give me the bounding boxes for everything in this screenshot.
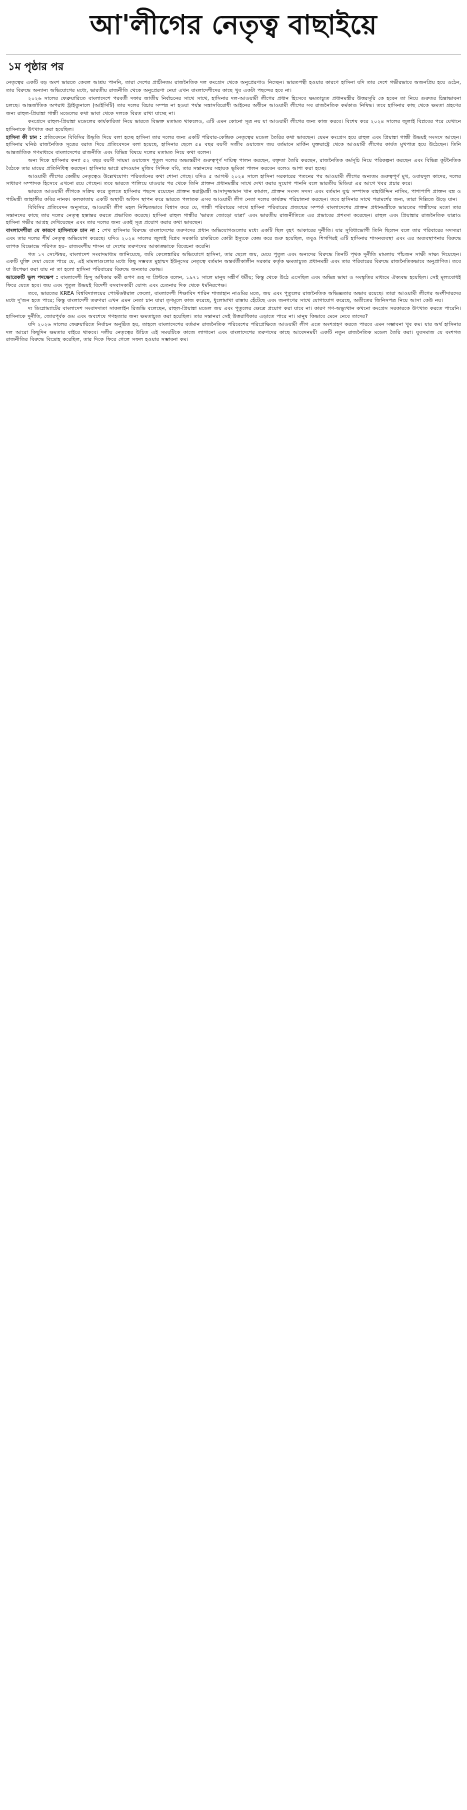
paragraph-8 (6, 205, 461, 228)
paragraph-text: ভারতে আওয়ামী লীগকে সক্রিয় করে তুলতে হাসিনার পছন্দে রয়েছেন প্রাক্তন স্বরাষ্ট্রমন্ত্রী আসাদুজ্জামান খান কামাল, প্রাক্তন সংসদ সদস্য এবং বর্তমান যুগ্ম সম্পাদক বাহাউদ্দিন নাসিম, পাশাপাশি প্রাক্তন বস্ত্র ও পাটমন্ত্রী জাহাঙ্গীর কবির নানক। কলকাতায় একটি অস্থায়ী অফিস স্থাপন করে ভারতে পলাতক এসব আওয়ামী লীগ নেতা দলের কার্যক্রম পরিচালনা করছেন। তবে হাসিনার সাথে পরামর্শের জন্য, তারা দিল্লিতে উড়ে যান। (6, 189, 461, 203)
paragraph-text: যদি ২০২৬ সালের ফেব্রুয়ারিতে নির্বাচন অনুষ্ঠিত হয়, তাহলে বাংলাদেশের বর্তমান রাজনৈতিক পরিবেশের পরিপ্রেক্ষিতে আওয়ামী লীগ এতে অংশগ্রহণ করতে পারবে এমন সম্ভাবনা খুব কম। যার অর্থ হাসিনার দল আরো কিছুদিন ক্ষমতার বাইরে থাকবে। দলীয় নেতৃত্বের উচিত এই সময়টিকে কাজে লাগানো এবং বাংলাদেশের তরুণদের কাছে আবেদনময়ী একটি নতুন রাজনৈতিক মডেল তৈরি করা। যুবসমাজ যে বংশগত রাজনীতির বিরুদ্ধে বিদ্রোহ করেছিল, তার দিকে ফিরে গেলে সফল হওয়ার সম্ভাবনা কম। (6, 321, 461, 344)
paragraph-5 (6, 158, 461, 174)
paragraph-text: দ্য ডিপ্লোম্যাটের বাংলাদেশ সংবাদদাতা সাকলাইন রিজভি বলেছেন, রাহুল-প্রিয়াঙ্কা মডেল জয় এবং পুতুলের ক্ষেত্রে প্রয়োগ করা যাবে না। কারণ গণ-অভ্যুত্থান কখনো কংগ্রেস সরকারকে উৎখাত করতে পারেনি। হাসিনাকে দুর্নীতি, জোরপূর্বক গুম এবং অবশেষে গণহত্যার জন্য ক্ষমতাচ্যুত করা হয়েছিল। তার সন্তানরা সেই উত্তরাধিকার এড়াতে পারে না। মানুষ কিভাবে মেনে নেবে তাদের? (6, 306, 461, 320)
paragraph-text: শেখ হাসিনার বিরুদ্ধে বাংলাদেশের তরুণদের প্রধান অভিযোগগুলোর মধ্যে একটি ছিল বৃহৎ আকারের দুর্নীতি। যার সুবিধাভোগী তিনি ছিলেন বলে তার পরিবারের সদস্যরা এবং তার দলের শীর্ষ নেতৃত্ব অভিযোগ করেছে। যদিও ২০২৪ সালের জুলাই বিপ্লব সরকারি চাকরিতে কোটা ইস্যুকে কেন্দ্র করে শুরু হয়েছিল, তবুও শিগগিরই এটি হাসিনার শাসনব্যবস্থা এবং এর অব্যবস্থাপনার বিরুদ্ধে ব্যাপক বিক্ষোভে পরিণত হয়– রাজবংশীয় শাসন যা দেশের তরুণদের আকাঙ্ক্ষাকে বিবেচনা করেনি। (6, 228, 461, 250)
paragraph-text: ২০২৬ সালের ফেব্রুয়ারিতে বাংলাদেশে পরবর্তী দফার জাতীয় নির্বাচনের সাথে সাথে, হাসিনার দল-আওয়ামী লীগের প্রধান হিসেবে ক্ষমতাচ্যুত প্রধানমন্ত্রীর উত্তরসূরি কে হবেন তা নিয়ে গুরুতর চিন্তাভাবনা চলছে। আন্তর্জাতিক অপরাধ ট্রাইব্যুনালে (আইসিটি) তার দলের বিচার সম্পন্ন না হওয়া পর্যন্ত সন্ত্রাসবিরোধী আইনের অধীনে আওয়ামী লীগের সব রাজনৈতিক কর্মকাণ্ড নিষিদ্ধ। তবে হাসিনার কাছ থেকে ক্ষমতা গ্রহণের জন্য রাহুল-প্রিয়াঙ্কা গান্ধী মডেলের কথা ভাবা থেকে দলকে বিরত রাখা যাচ্ছে না। (6, 95, 461, 118)
paragraph-text: তবে, ভারতের KREA বিশ্ববিদ্যালয়ের পোস্টডক্টরাল ফেলো, বাংলাদেশী শিক্ষাবিদ শারিন শাজাহান নাওমির মতে, জয় এবং পুতুলের রাজনৈতিক অভিজ্ঞতার অভাব রয়েছে। তারা আওয়ামী লীগের অংশীদারদের মধ্যে দু'জন হতে পারে; কিন্তু বাংলাদেশী তরুণরা এখন এমন নেতা চান যারা তৃণমূলে কাজ করেছে, ধুলোমাখা রাস্তায় হেঁটেছে এবং জনগণের সাথে যোগাযোগ করেছে, অতীতের জিনিসপত্র নিয়ে আসা কেউ নয়। (6, 290, 461, 305)
paragraph-text: অন্য দিকে হাসিনার কন্যা ৫২ বছর বয়সী সায়মা ওয়াজেদ পুতুল দলের অভ্যন্তরীণ গুরুত্বপূর্ণ দায়িত্ব পালন করছেন, বক্তৃতা তৈরি করছেন, রাজনৈতিক কর্মসূচি নিয়ে পরিকল্পনা করছেন এবং বিভিন্ন কূটনৈতিক বৈঠকে তার মায়ের প্রতিনিধিত্ব করছেন। হাসিনার ভাগ্নে রাদওয়ান মুজিব সিদ্দিক ববি, তার সন্তানদের সহায়ক ভূমিকা পালন করবেন বলেও আশা করা হচ্ছে। (6, 157, 461, 172)
paragraph-11 (6, 275, 461, 291)
paragraph-text: প্রতিবেদনে বিবিসির উদ্ধৃতি দিয়ে বলা হচ্ছে হাসিনা তার দলের জন্য একটি পরিবার-কেন্দ্রিক নেতৃত্বের মডেল তৈরির কথা ভাবছেন। যেমন কংগ্রেস হয়ে রাহুল এবং প্রিয়াঙ্কা গান্ধী উভয়ই সংসদে আছেন। হাসিনার ঘনিষ্ঠ রাজনৈতিক সূত্রের বরাত দিয়ে প্রতিবেদনে বলা হয়েছে, হাসিনার ছেলে ৫৪ বছর বয়সী সজীব ওয়াজেদ জয় বর্তমানে মার্কিন যুক্তরাষ্ট্রে থেকে আওয়ামী লীগের কার্যত মুখপাত্র হয়ে উঠেছেন। তিনি আন্তর্জাতিক গণমাধ্যমে বাংলাদেশের রাজনীতি এবং বিভিন্ন বিষয়ে দলের মতামত নিয়ে কথা বলেন। (6, 134, 461, 157)
article-body (6, 80, 461, 345)
paragraph-text: বাংলাদেশী হিন্দু অধিকার কর্মী রূপণ গুহ দ্য প্রিন্টকে বলেন, ১৯৭১ সালে মানুষ সঙ্কীর্ণ ধর্মীয়; কিন্তু থেকে উঠে এসেছিল এবং অভিন্ন ভাষা ও সংস্কৃতির মাধ্যমে ঐক্যবদ্ধ হয়েছিল। সেই মূল্যবোধই ফিরে যেতে হবে। জয় এবং পুতুল উভয়ই বিদেশী বসবাসকারী যোগ্য এবং চেতনার দিক থেকে ধর্মনিরপেক্ষ। (6, 274, 461, 289)
article-headline: আ'লীগের নেতৃত্ব বাছাইয়ে (6, 0, 461, 55)
paragraph-13 (6, 306, 461, 322)
paragraph-text: নেতৃত্বের একটি বড় অংশ ভারতে কেবল আশ্রয় পাননি, তারা দেশের প্রাচীনতম রাজনৈতিক দল কংগ্রেস থেকে অনুপ্রেরণাও নিচ্ছেন। ভারতপন্থী হওয়ার কারণে হাসিনা যদি তার দেশে গভীরভাবে অজনপ্রিয় হয়ে ওঠেন, তার বিরুদ্ধে অন্যান্য অভিযোগের মধ্যে, ভারতীয় রাজনীতি থেকে অনুপ্রেরণা নেয়া এখন বাংলাদেশীদের কাছে খুব একটা পছন্দের হবে না। (6, 80, 461, 94)
subheading: হাসিনা কী চান : (6, 134, 44, 141)
paragraph-2 (6, 96, 461, 119)
paragraph-text: গত ১৭ সেপ্টেম্বর, বাংলাদেশ সংবাদমাধ্যম জানিয়েছে, জমি কেলেঙ্কারির অভিযোগে হাসিনা, তার ছেলে জয়, মেয়ে পুতুল এবং অন্যদের বিরুদ্ধে তিনটি পৃথক দুর্নীতি মামলায় পাঁচজন সাক্ষী সাক্ষ্য দিয়েছেন। একটি যুক্তি দেয়া যেতে পারে যে, এই মামলাগুলোর মধ্যে কিছু সম্ভবত মুহাম্মদ ইউনূসের নেতৃত্বে বর্তমান অন্তর্বর্তীকালীন সরকার কর্তৃক ক্ষমতাচ্যুত প্রধানমন্ত্রী এবং তার পরিবারের বিরুদ্ধে রাজনৈতিকভাবে অনুপ্রাণিত। তবে যা উপেক্ষা করা যায় না তা হলো হাসিনা পরিবারের বিরুদ্ধে জনতার ক্ষোভ। (6, 251, 461, 274)
paragraph-text: বিবিসির প্রতিবেদন অনুসারে, আওয়ামী লীগ মহল নিশ্চিতভাবে বিশ্বাস করে যে, গান্ধী পরিবারের সাথে হাসিনা পরিবারের প্রজন্মের সম্পর্ক বাংলাদেশের প্রাক্তন প্রধানমন্ত্রীকে ভারতের গান্ধীদের মতো তার সন্তানদের কাছে তার দলের নেতৃত্ব হস্তান্তর করতে প্রভাবিত করেছে। হাসিনা রাহুল গান্ধীর 'ভারত জোড়ো যাত্রা' এবং ভারতীয় রাজনীতিতে এর প্রভাবের প্রশংসা করেছেন। রাহুল এবং প্রিয়াঙ্কার রাজনৈতিক যাত্রাও হাসিনা গভীর আগ্রহ দেখিয়েছেন এবং তার দলের জন্য একই সূত্র প্রয়োগ করার কথা ভাবছেন। (6, 204, 461, 227)
subheading: আরেকটি ভুল পদক্ষেপ : (6, 274, 61, 281)
paragraph-7 (6, 189, 461, 205)
paragraph-14 (6, 322, 461, 345)
paragraph-3 (6, 119, 461, 135)
paragraph-10 (6, 252, 461, 275)
paragraph-text: আওয়ামী লীগের কেন্দ্রীয় নেতৃত্বেও উল্লেখযোগ্য পরিবর্তনের কথা শোনা গেছে। যদিও ৫ আগস্ট ২০২৪ সালে হাসিনা সরকারের পতনের পর আওয়ামী লীগের অন্যতম গুরুত্বপূর্ণ মুখ, ওবায়দুল কাদের, দলের সাধারণ সম্পাদক হিসেবে এখনো রয়ে গেছেন। তবে ভারতে পালিয়ে যাওয়ার পর থেকে তিনি প্রাক্তন প্রধানমন্ত্রীর সাথে দেখা করার সুযোগ পাননি বলে ভারতীয় মিডিয়া এর আগে খবর প্রচার করে। (6, 173, 461, 188)
paragraph-6 (6, 174, 461, 190)
paragraph-text: কংগ্রেসে রাহুল-প্রিয়াঙ্কা মডেলের কার্যকারিতা নিয়ে ভারতে বিভক্ত মতামত থাকলেও, এটি এমন কোনো সূত্র নয় যা আওয়ামী লীগের জন্য কাজ করবে। বিশেষ করে ২০২৪ সালের জুলাই বিপ্লবের পরে যেখানে হাসিনাকে উৎখাত করা হয়েছিল। (6, 118, 461, 133)
paragraph-4 (6, 135, 461, 158)
paragraph-9 (6, 228, 461, 251)
subheading: বাংলাদেশীরা যে কারণে হাসিনাকে চান না : (6, 228, 103, 235)
paragraph-1 (6, 80, 461, 96)
paragraph-12 (6, 291, 461, 307)
continued-from-label: ১ম পৃষ্ঠার পর (8, 61, 64, 73)
